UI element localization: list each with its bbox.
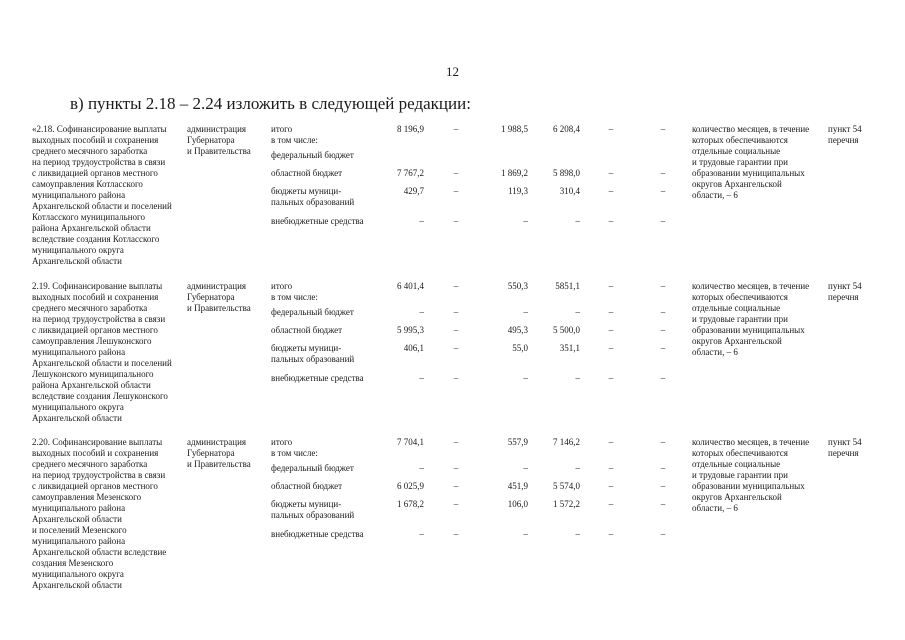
heading: в) пункты 2.18 – 2.24 изложить в следующей редакции: — [70, 94, 471, 113]
year5-amount: – — [660, 281, 666, 291]
year4-amount: – — [608, 529, 614, 539]
funding-source-label-line: областной бюджет — [271, 481, 343, 491]
measure-title-line: на период трудоустройства в связи — [32, 314, 166, 324]
funding-source-label-line: бюджеты муници- — [271, 499, 342, 509]
indicator-cell — [692, 437, 822, 514]
funding-source-label-line: итого — [271, 124, 293, 134]
measure-title-line: Архангельской области и поселений — [32, 358, 172, 368]
total-amount: 6 401,4 — [397, 281, 424, 291]
measure-title-line: «2.18. Софинансирование выплаты — [32, 124, 167, 134]
funding-source-label — [271, 168, 381, 179]
funding-source-label-line: бюджеты муници- — [271, 186, 342, 196]
year1-amount: – — [453, 481, 459, 491]
indicator-cell-line: и трудовые гарантии при — [692, 470, 788, 480]
measure-title-line: с ликвидацией органов местного — [32, 168, 158, 178]
measure-title-line: муниципального района — [32, 536, 126, 546]
year1-amount: – — [453, 463, 459, 473]
indicator-cell-line: округов Архангельской — [692, 336, 782, 346]
year5-amount: – — [660, 481, 666, 491]
year4-amount: – — [608, 124, 614, 134]
funding-source-label — [271, 463, 381, 474]
funding-source-label — [271, 216, 381, 227]
total-amount: 8 196,9 — [397, 124, 424, 134]
funding-source-row — [0, 373, 905, 397]
year3-amount: 1 572,2 — [553, 499, 580, 509]
indicator-cell-line: количество месяцев, в течение — [692, 281, 810, 291]
measure-title-line: выходных пособий и сохранения — [32, 135, 159, 145]
year4-amount: – — [608, 216, 614, 226]
year1-amount: – — [453, 281, 459, 291]
year3-amount: 5 574,0 — [553, 481, 580, 491]
indicator-cell-line: количество месяцев, в течение — [692, 124, 810, 134]
executor-cell-line: и Правительства — [187, 459, 251, 469]
reference-cell-line: пункт 54 — [828, 437, 862, 447]
year5-amount: – — [660, 307, 666, 317]
measure-title-line: среднего месячного заработка — [32, 459, 148, 469]
funding-source-label-line: внебюджетные средства — [271, 216, 364, 226]
year5-amount: – — [660, 124, 666, 134]
year3-amount: – — [575, 216, 580, 226]
year4-amount: – — [608, 186, 614, 196]
year3-amount: 5 898,0 — [553, 168, 580, 178]
measure-title-line: муниципального округа — [32, 245, 124, 255]
executor-cell-line: Губернатора — [187, 292, 235, 302]
measure-title-line: Архангельской области и поселений — [32, 201, 172, 211]
indicator-cell-line: которых обеспечиваются — [692, 135, 788, 145]
year2-amount: – — [523, 373, 528, 383]
measure-title-line: на период трудоустройства в связи — [32, 157, 166, 167]
indicator-cell-line: которых обеспечиваются — [692, 292, 788, 302]
year3-amount: 7 146,2 — [553, 437, 580, 447]
indicator-cell-line: образовании муниципальных — [692, 168, 805, 178]
funding-source-label — [271, 281, 381, 303]
year5-amount: – — [660, 343, 666, 353]
total-amount: 5 995,3 — [397, 325, 424, 335]
funding-source-label — [271, 150, 381, 161]
year4-amount: – — [608, 481, 614, 491]
measure-title-line: среднего месячного заработка — [32, 146, 148, 156]
year2-amount: 119,3 — [508, 186, 528, 196]
measure-title-line: Архангельской области — [32, 514, 122, 524]
measure-title-line: самоуправления Мезенского — [32, 492, 142, 502]
year2-amount: 451,9 — [507, 481, 528, 491]
total-amount: 7 704,1 — [397, 437, 424, 447]
executor-cell-line: администрация — [187, 124, 247, 134]
measure-title-line: района Архангельской области — [32, 380, 151, 390]
reference-cell-line: перечня — [828, 448, 859, 458]
indicator-cell-line: образовании муниципальных — [692, 481, 805, 491]
funding-source-label — [271, 499, 381, 521]
executor-cell-line: и Правительства — [187, 146, 251, 156]
indicator-cell-line: и трудовые гарантии при — [692, 314, 788, 324]
indicator-cell-line: и трудовые гарантии при — [692, 157, 788, 167]
indicator-cell — [692, 281, 822, 358]
funding-source-label-line: пальных образований — [271, 354, 355, 364]
year1-amount: – — [453, 529, 459, 539]
year2-amount: 106,0 — [507, 499, 528, 509]
page-number: 12 — [446, 64, 459, 79]
total-amount: – — [419, 529, 424, 539]
year1-amount: – — [453, 168, 459, 178]
funding-source-label-line: пальных образований — [271, 197, 355, 207]
year4-amount: – — [608, 168, 614, 178]
reference-cell-line: пункт 54 — [828, 281, 862, 291]
reference-cell — [828, 124, 874, 146]
measure-title-line: вследствие создания Лешуконского — [32, 391, 168, 401]
measure-title-line: 2.20. Софинансирование выплаты — [32, 437, 163, 447]
total-amount: – — [419, 307, 424, 317]
total-amount: – — [419, 373, 424, 383]
year3-amount: – — [575, 529, 580, 539]
funding-source-label-line: в том числе: — [271, 292, 318, 302]
year4-amount: – — [608, 437, 614, 447]
measure-title-line: района Архангельской области — [32, 223, 151, 233]
indicator-cell-line: области, – 6 — [692, 190, 738, 200]
year3-amount: 310,4 — [559, 186, 580, 196]
measure-title-line: Архангельской области — [32, 413, 122, 423]
executor-cell-line: и Правительства — [187, 303, 251, 313]
indicator-cell-line: области, – 6 — [692, 347, 738, 357]
funding-source-label — [271, 124, 381, 146]
reference-cell-line: перечня — [828, 292, 859, 302]
year5-amount: – — [660, 437, 666, 447]
measure-title-line: муниципального района — [32, 503, 126, 513]
measure-title-line: Лешуконского муниципального — [32, 369, 154, 379]
measure-title-line: Архангельской области вследствие — [32, 547, 167, 557]
measure-title-line: Архангельской области — [32, 580, 122, 590]
year3-amount: 6 208,4 — [553, 124, 580, 134]
reference-cell — [828, 437, 874, 459]
funding-source-row — [0, 216, 905, 240]
funding-source-label — [271, 307, 381, 318]
total-amount: 406,1 — [403, 343, 424, 353]
funding-source-label-line: внебюджетные средства — [271, 373, 364, 383]
total-amount: 429,7 — [403, 186, 424, 196]
year2-amount: – — [523, 216, 528, 226]
funding-source-label — [271, 325, 381, 336]
measure-title-line: вследствие создания Котласского — [32, 234, 160, 244]
executor-cell-line: администрация — [187, 437, 247, 447]
year2-amount: 55,0 — [512, 343, 528, 353]
year2-amount: – — [523, 307, 528, 317]
indicator-cell-line: отдельные социальные — [692, 146, 781, 156]
year2-amount: 557,9 — [507, 437, 528, 447]
measure-title-line: Архангельской области — [32, 256, 122, 266]
funding-source-label-line: итого — [271, 281, 293, 291]
reference-cell-line: пункт 54 — [828, 124, 862, 134]
measure-title-line: на период трудоустройства в связи — [32, 470, 166, 480]
measure-title-line: самоуправления Котласского — [32, 179, 143, 189]
year5-amount: – — [660, 186, 666, 196]
measure-title-line: муниципального района — [32, 347, 126, 357]
year4-amount: – — [608, 343, 614, 353]
funding-source-label-line: федеральный бюджет — [271, 307, 354, 317]
year4-amount: – — [608, 307, 614, 317]
indicator-cell-line: области, – 6 — [692, 503, 738, 513]
funding-source-label — [271, 373, 381, 384]
year1-amount: – — [453, 373, 459, 383]
year3-amount: 5851,1 — [555, 281, 580, 291]
funding-source-label — [271, 481, 381, 492]
measure-title-line: 2.19. Софинансирование выплаты — [32, 281, 163, 291]
executor-cell-line: Губернатора — [187, 135, 235, 145]
year5-amount: – — [660, 325, 666, 335]
indicator-cell-line: которых обеспечиваются — [692, 448, 788, 458]
year3-amount: – — [575, 307, 580, 317]
measure-title-line: среднего месячного заработка — [32, 303, 148, 313]
year1-amount: – — [453, 186, 459, 196]
funding-source-label-line: бюджеты муници- — [271, 343, 342, 353]
funding-source-label-line: в том числе: — [271, 135, 318, 145]
indicator-cell-line: округов Архангельской — [692, 179, 782, 189]
funding-source-label-line: внебюджетные средства — [271, 529, 364, 539]
funding-source-label-line: федеральный бюджет — [271, 463, 354, 473]
funding-source-label — [271, 529, 381, 540]
measure-title-line: выходных пособий и сохранения — [32, 448, 159, 458]
measure-title-line: муниципального округа — [32, 569, 124, 579]
indicator-cell-line: количество месяцев, в течение — [692, 437, 810, 447]
measure-title-line: муниципального района — [32, 190, 126, 200]
total-amount: – — [419, 463, 424, 473]
measure-title-line: Котласского муниципального — [32, 212, 145, 222]
total-amount: 6 025,9 — [397, 481, 424, 491]
year1-amount: – — [453, 124, 459, 134]
measure-title-line: создания Мезенского — [32, 558, 114, 568]
year4-amount: – — [608, 373, 614, 383]
year1-amount: – — [453, 325, 459, 335]
funding-source-label-line: в том числе: — [271, 448, 318, 458]
funding-source-label — [271, 186, 381, 208]
year1-amount: – — [453, 499, 459, 509]
year4-amount: – — [608, 325, 614, 335]
funding-source-label-line: областной бюджет — [271, 168, 343, 178]
measure-title-line: выходных пособий и сохранения — [32, 292, 159, 302]
year2-amount: 1 869,2 — [501, 168, 528, 178]
measure-title-line: муниципального округа — [32, 402, 124, 412]
indicator-cell-line: отдельные социальные — [692, 459, 781, 469]
year2-amount: 550,3 — [507, 281, 528, 291]
funding-source-label-line: федеральный бюджет — [271, 150, 354, 160]
year3-amount: 5 500,0 — [553, 325, 580, 335]
year4-amount: – — [608, 463, 614, 473]
year3-amount: – — [575, 373, 580, 383]
measure-title-line: самоуправления Лешуконского — [32, 336, 152, 346]
measure-title-line: с ликвидацией органов местного — [32, 481, 158, 491]
year1-amount: – — [453, 343, 459, 353]
year5-amount: – — [660, 168, 666, 178]
year3-amount: 351,1 — [559, 343, 580, 353]
year2-amount: 495,3 — [507, 325, 528, 335]
year1-amount: – — [453, 216, 459, 226]
funding-source-label-line: итого — [271, 437, 293, 447]
year4-amount: – — [608, 499, 614, 509]
funding-source-row — [0, 529, 905, 553]
year5-amount: – — [660, 463, 666, 473]
total-amount: – — [419, 216, 424, 226]
year2-amount: – — [523, 463, 528, 473]
measure-title-line: и поселений Мезенского — [32, 525, 127, 535]
total-amount: 1 678,2 — [397, 499, 424, 509]
year5-amount: – — [660, 216, 666, 226]
year5-amount: – — [660, 499, 666, 509]
funding-source-label-line: пальных образований — [271, 510, 355, 520]
funding-source-label-line: областной бюджет — [271, 325, 343, 335]
executor-cell-line: Губернатора — [187, 448, 235, 458]
reference-cell — [828, 281, 874, 303]
measure-title-line: с ликвидацией органов местного — [32, 325, 158, 335]
indicator-cell — [692, 124, 822, 201]
year2-amount: 1 988,5 — [501, 124, 528, 134]
indicator-cell-line: отдельные социальные — [692, 303, 781, 313]
executor-cell-line: администрация — [187, 281, 247, 291]
year2-amount: – — [523, 529, 528, 539]
total-amount: 7 767,2 — [397, 168, 424, 178]
funding-source-label — [271, 437, 381, 459]
year4-amount: – — [608, 281, 614, 291]
funding-source-label — [271, 343, 381, 365]
indicator-cell-line: округов Архангельской — [692, 492, 782, 502]
year5-amount: – — [660, 373, 666, 383]
year5-amount: – — [660, 529, 666, 539]
year1-amount: – — [453, 307, 459, 317]
indicator-cell-line: образовании муниципальных — [692, 325, 805, 335]
reference-cell-line: перечня — [828, 135, 859, 145]
year1-amount: – — [453, 437, 459, 447]
year3-amount: – — [575, 463, 580, 473]
